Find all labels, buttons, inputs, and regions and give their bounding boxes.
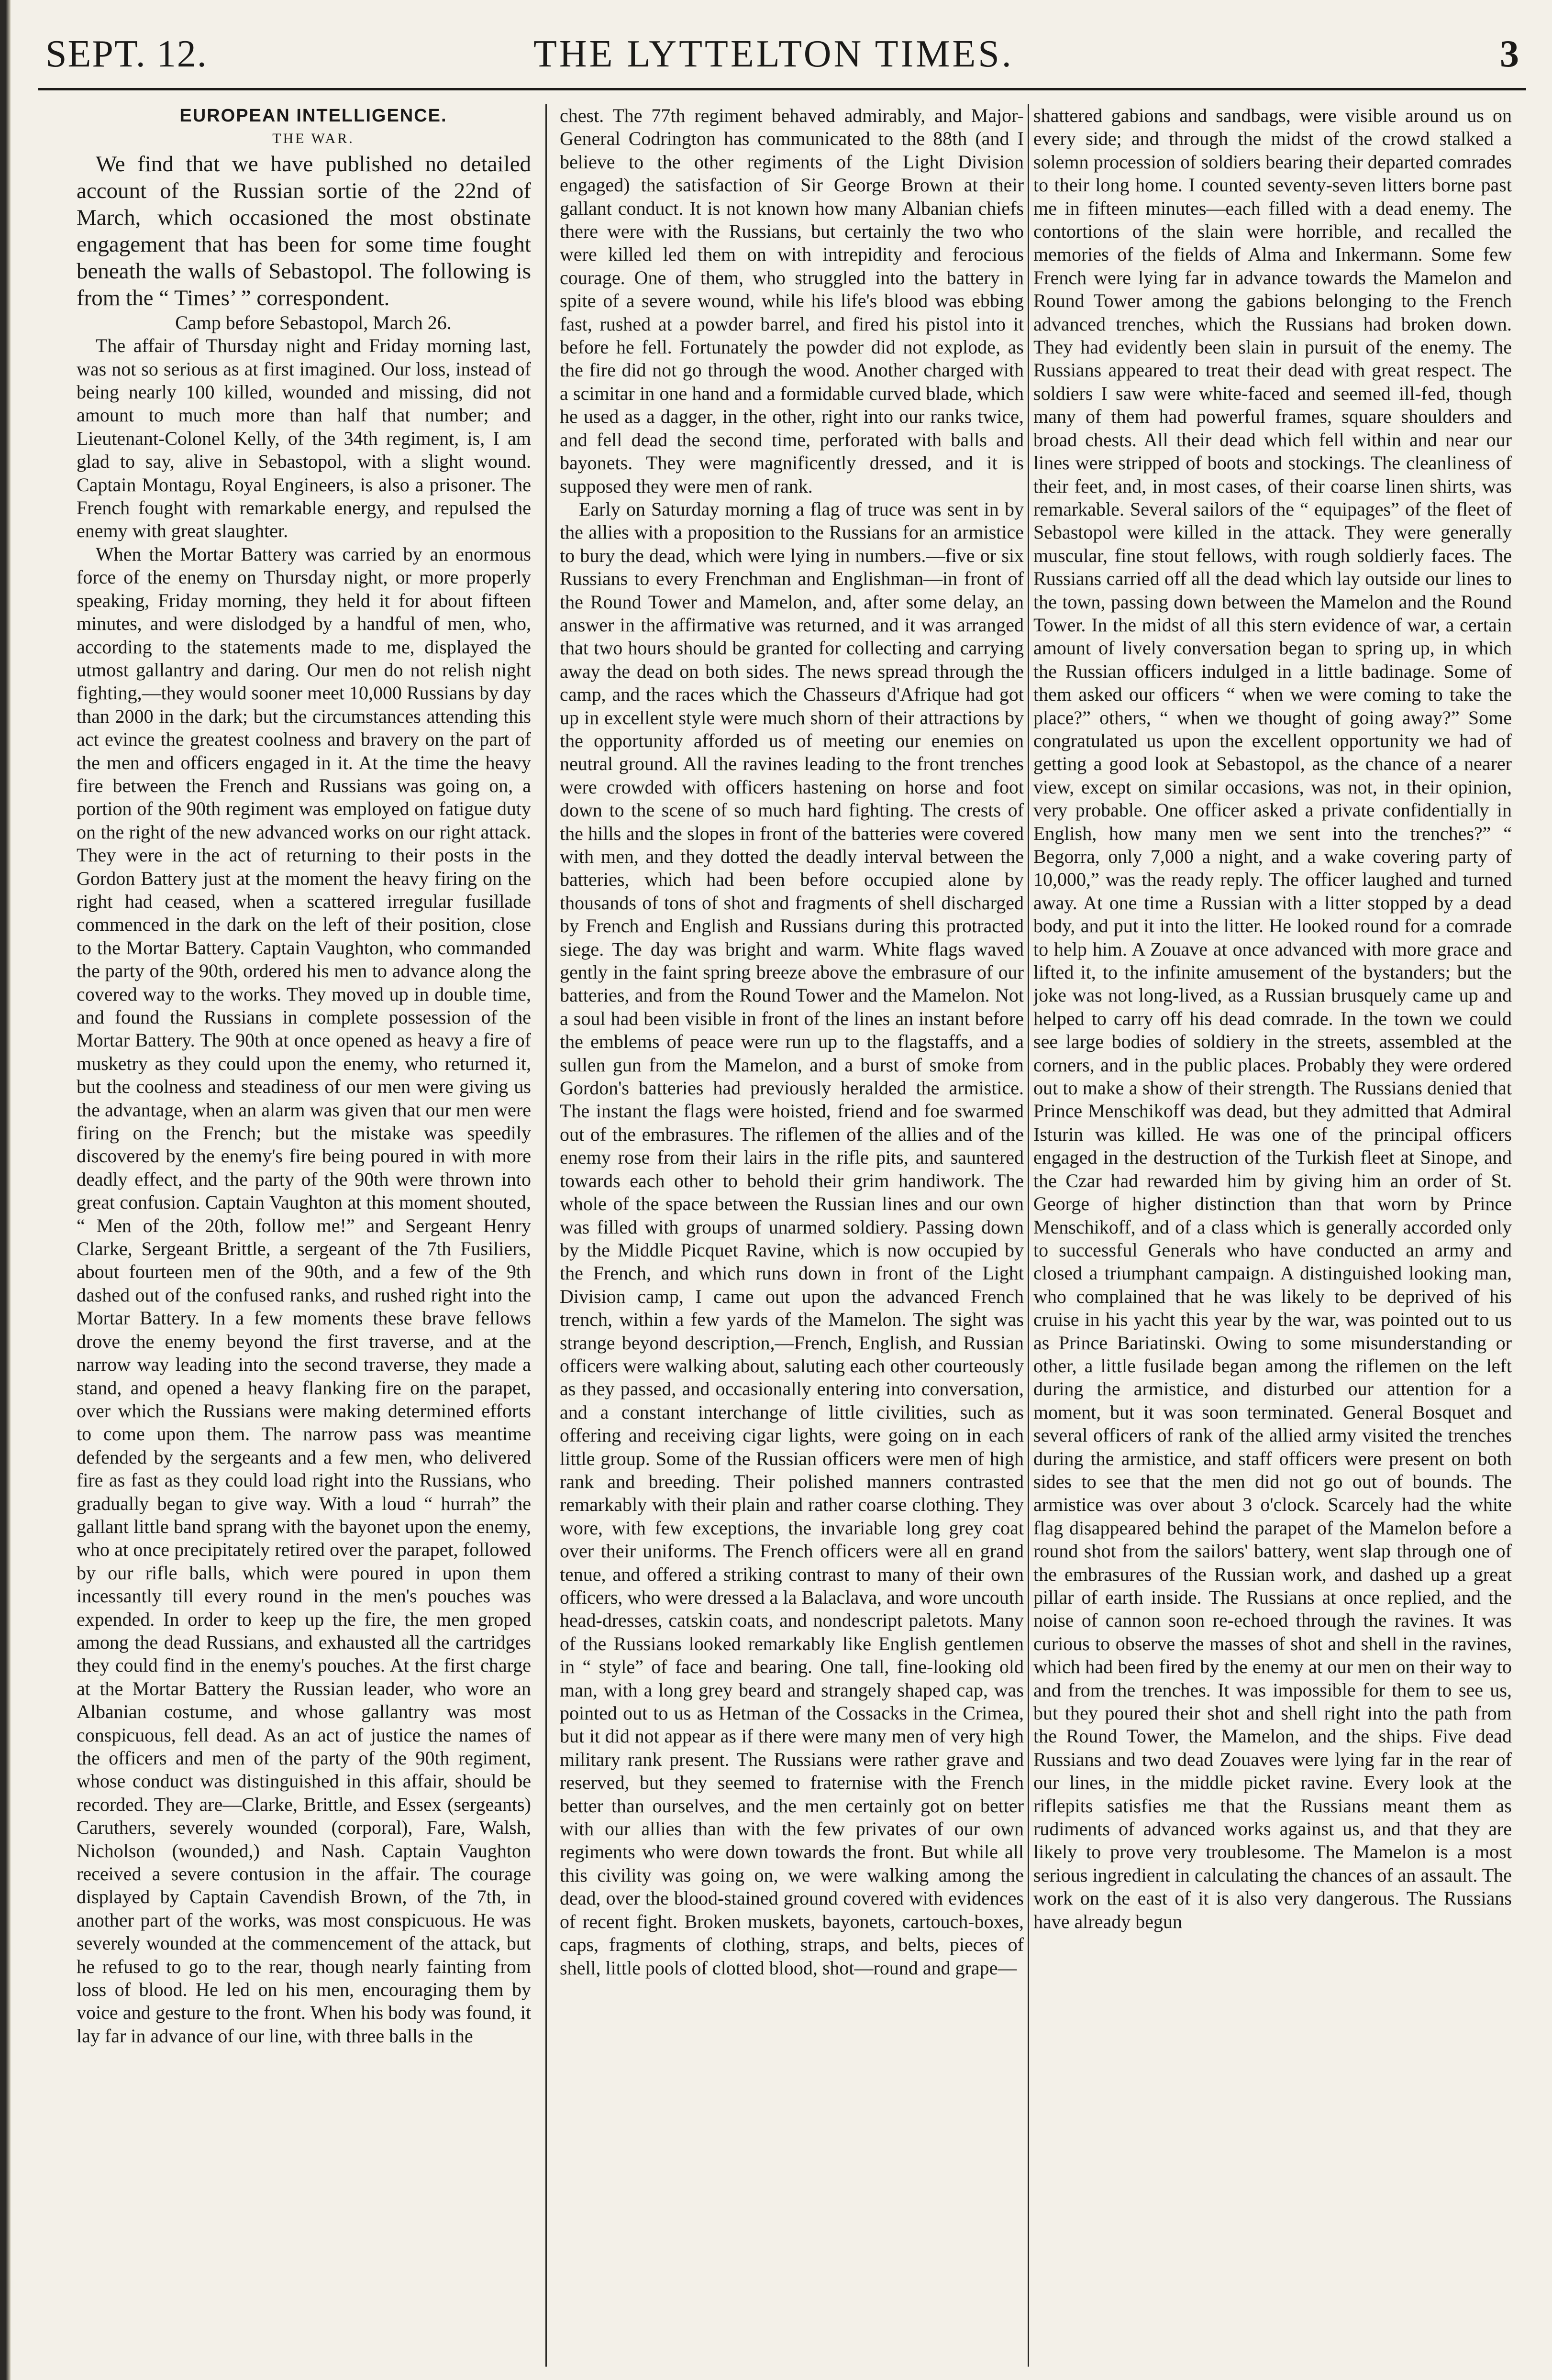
column-3 xyxy=(1033,104,1512,2367)
paragraph: chest. The 77th regiment behaved admirably, and Major-General Codrington has communicated to the 88th (and I believe to the other regiments of the Light Division engaged) the satisfaction of Sir George Brown at their gallant conduct. It is not known how many Albanian chiefs there were with the Russians, but certainly the two who were killed led them on with intrepidity and ferocious courage. One of them, who struggled into the battery in spite of a severe wound, while his life's blood was ebbing fast, rushed at a powder barrel, and fired his pistol into it before he fell. Fortunately the powder did not explode, as the fire did not go through the wood. Another charged with a scimitar in one hand and a formidable curved blade, which he used as a dagger, in the other, right into our ranks twice, and fell dead the second time, perforated with balls and bayonets. They were magnificently dressed, and it is supposed they were men of rank. xyxy=(560,105,1024,497)
paragraph: When the Mortar Battery was carried by an enormous force of the enemy on Thursday night, or more properly speaking, Friday morning, they held it for about fifteen minutes, and were dislodged by a handful of men, who, according to the statements made to me, displayed the utmost gallantry and daring. Our men do not relish night fighting,—they would sooner meet 10,000 Russians by day than 2000 in the dark; but the circumstances attending this act evince the greatest coolness and bravery on the part of the men and officers engaged in it. At the time the heavy fire between the French and Russians was going on, a portion of the 90th regiment was employed on fatigue duty on the right of the new advanced works on our right attack. They were in the act of returning to their posts in the Gordon Battery just at the moment the heavy firing on the right had ceased, when a scattered irregular fusillade commenced in the dark on the left of their position, close to the Mortar Battery. Captain Vaughton, who commanded the party of the 90th, ordered his men to advance along the covered way to the works. They moved up in double time, and found the Russians in complete possession of the Mortar Battery. The 90th at once opened as heavy a fire of musketry as they could upon the enemy, who returned it, but the coolness and steadiness of our men were giving us the advantage, when an alarm was given that our men were firing on the French; but the mistake was speedily discovered by the enemy's fire being poured in with more deadly effect, and the party of the 90th were thrown into great confusion. Captain Vaughton at this moment shouted, “ Men of the 20th, follow me!” and Sergeant Henry Clarke, Sergeant Brittle, a sergeant of the 7th Fusiliers, about fourteen men of the 90th, and a few of the 9th dashed out of the confused ranks, and rushed right into the Mortar Battery. In a few moments these brave fellows drove the enemy beyond the first traverse, and at the narrow way leading into the second traverse, they made a stand, and opened a heavy flanking fire on the parapet, over which the Russians were making determined efforts to come upon them. The narrow pass was meantime defended by the sergeants and a few men, who delivered fire as fast as they could load right into the Russians, who gradually began to give way. With a loud “ hurrah” the gallant little band sprang with the bayonet upon the enemy, who at once precipitately retired over the parapet, followed by our rifle balls, which were poured in upon them incessantly till every round in the men's pouches was expended. In order to keep up the fire, the men groped among the dead Russians, and exhausted all the cartridges they could find in the enemy's pouches. At the first charge at the Mortar Battery the Russian leader, who wore an Albanian costume, and whose gallantry was most conspicuous, fell dead. As an act of justice the names of the officers and men of the party of the 90th regiment, whose conduct was distinguished in this affair, should be recorded. They are—Clarke, Brittle, and Essex (sergeants) Caruthers, severely wounded (corporal), Fare, Walsh, Nicholson (wounded,) and Nash. Captain Vaughton received a severe contusion in the affair. The courage displayed by Captain Cavendish Brown, of the 7th, in another part of the works, was most conspicuous. He was severely wounded at the commencement of the attack, but he refused to go to the rear, though nearly fainting from loss of blood. He led on his men, encouraging them by voice and gesture to the front. When his body was found, it lay far in advance of our line, with three balls in the xyxy=(77,543,531,2047)
article-dateline: Camp before Sebastopol, March 26. xyxy=(175,311,452,333)
section-heading: EUROPEAN INTELLIGENCE. xyxy=(179,106,447,126)
column-1 xyxy=(77,104,531,2367)
page-binding-edge xyxy=(0,0,11,2380)
issue-date: SEPT. 12. xyxy=(45,33,208,75)
article-intro: We find that we have published no detailed account of the Russian sortie of the 22nd of March, which occasioned the most obstinate engagement that has been for some time fought beneath the walls of Sebastopol. The following is from the “ Times’ ” correspondent. xyxy=(77,151,531,310)
masthead xyxy=(26,9,1543,80)
column-2 xyxy=(560,104,1024,2367)
column-divider xyxy=(545,104,547,2367)
masthead-rule xyxy=(38,88,1526,90)
paragraph: shattered gabions and sandbags, were visible around us on every side; and through the midst of the crowd stalked a solemn procession of soldiers bearing their departed comrades to their long home. I counted seventy-seven litters borne past me in fifteen minutes—each filled with a dead enemy. The contortions of the slain were horrible, and recalled the memories of the fields of Alma and Inkermann. Some few French were lying far in advance towards the Mamelon and Round Tower among the gabions belonging to the French advanced trenches, which the Russians had broken down. They had evidently been slain in pursuit of the enemy. The Russians appeared to treat their dead with great respect. The soldiers I saw were white-faced and seemed ill-fed, though many of them had powerful frames, square shoulders and broad chests. All their dead which fell within and near our lines were stripped of boots and stockings. The cleanliness of their feet, and, in most cases, of their coarse linen shirts, was remarkable. Several sailors of the “ equipages” of the fleet of Sebastopol were killed in the attack. They were generally muscular, fine stout fellows, with rough soldierly faces. The Russians carried off all the dead which lay outside our lines to the town, passing down between the Mamelon and the Round Tower. In the midst of all this stern evidence of war, a certain amount of lively conversation began to spring up, in which the Russian officers indulged in a little badinage. Some of them asked our officers “ when we were coming to take the place?” others, “ when we thought of going away?” Some congratulated us upon the excellent opportunity we had of getting a good look at Sebastopol, as the chance of a nearer view, except on similar occasions, was not, in their opinion, very probable. One officer asked a private confidentially in English, how many men we sent into the trenches?” “ Begorra, only 7,000 a night, and a wake covering party of 10,000,” was the ready reply. The officer laughed and turned away. At one time a Russian with a litter stopped by a dead body, and put it into the litter. He looked round for a comrade to help him. A Zouave at once advanced with more grace and lifted it, to the infinite amusement of the bystanders; but the joke was not long-lived, as a Russian brusquely came up and helped to carry off his dead comrade. In the town we could see large bodies of soldiery in the streets, assembled at the corners, and in the public places. Probably they were ordered out to make a show of their strength. The Russians denied that Prince Menschikoff was dead, but they admitted that Admiral Isturin was killed. He was one of the principal officers engaged in the destruction of the Turkish fleet at Sinope, and the Czar had rewarded him by giving him an order of St. George of higher distinction than that worn by Prince Menschikoff, and of a class which is generally accorded only to successful Generals who have conducted an army and closed a triumphant campaign. A distinguished looking man, who complained that he was likely to be deprived of his cruise in his yacht this year by the war, was pointed out to us as Prince Bariatinski. Owing to some misunderstanding or other, a little fusilade began among the riflemen on the left during the armistice, and disturbed our attention for a moment, but it was soon terminated. General Bosquet and several officers of rank of the allied army visited the trenches during the armistice, and staff officers were present on both sides to see that the men did not go out of bounds. The armistice was over about 3 o'clock. Scarcely had the white flag disappeared behind the parapet of the Mamelon before a round shot from the sailors' battery, went slap through one of the embrasures of the Russian work, and dashed up a great pillar of earth inside. The Russians at once replied, and the noise of cannon soon re-echoed through the ravines. It was curious to observe the masses of shot and shell in the ravines, which had been fired by the enemy at our men on their way to and from the trenches. It was impossible for them to see us, but they poured their shot and shell right into the path from the Round Tower, the Mamelon, and the ships. Five dead Russians and two dead Zouaves were lying far in the rear of our lines, in the middle picket ravine. Every look at the riflepits satisfies me that the Russians meant them as rudiments of advanced works against us, and that they are likely to prove very troublesome. The Mamelon is a most serious ingredient in calculating the chances of an assault. The work on the east of it is also very dangerous. The Russians have already begun xyxy=(1033,105,1512,1932)
paragraph: The affair of Thursday night and Friday morning last, was not so serious as at first imagined. Our loss, instead of being nearly 100 killed, wounded and missing, did not amount to much more than half that number; and Lieutenant-Colonel Kelly, of the 34th regiment, is, I am glad to say, alive in Sebastopol, with a slight wound. Captain Montagu, Royal Engineers, is also a prisoner. The French fought with remarkable energy, and repulsed the enemy with great slaughter. xyxy=(77,335,531,542)
newspaper-title: THE LYTTELTON TIMES. xyxy=(533,33,1014,75)
page-number: 3 xyxy=(1500,33,1520,75)
column-divider xyxy=(1028,104,1029,2367)
paragraph: Early on Saturday morning a flag of truce was sent in by the allies with a proposition to the Russians for an armistice to bury the dead, which were lying in numbers.—five or six Russians to every Frenchman and Englishman—in front of the Round Tower and Mamelon, and, after some delay, an answer in the affirmative was returned, and it was arranged that two hours should be granted for collecting and carrying away the dead on both sides. The news spread through the camp, and the races which the Chasseurs d'Afrique had got up in excellent style were much shorn of their attractions by the opportunity afforded us of meeting our enemies on neutral ground. All the ravines leading to the front trenches were crowded with officers hastening on horse and foot down to the scene of so much hard fighting. The crests of the hills and the slopes in front of the batteries were covered with men, and they dotted the deadly interval between the batteries, which had been before occupied alone by thousands of tons of shot and fragments of shell discharged by French and English and Russians during this protracted siege. The day was bright and warm. White flags waved gently in the faint spring breeze above the embrasure of our batteries, and from the Round Tower and the Mamelon. Not a soul had been visible in front of the lines an instant before the emblems of peace were run up to the flagstaffs, and a sullen gun from the Mamelon, and a burst of smoke from Gordon's batteries had previously heralded the armistice. The instant the flags were hoisted, friend and foe swarmed out of the embrasures. The riflemen of the allies and of the enemy rose from their lairs in the rifle pits, and sauntered towards each other to behold their grim handiwork. The whole of the space between the Russian lines and our own was filled with groups of unarmed soldiery. Passing down by the Middle Picquet Ravine, which is now occupied by the French, and which runs down in front of the Light Division camp, I came out upon the advanced French trench, within a few yards of the Mamelon. The sight was strange beyond description,—French, English, and Russian officers were walking about, saluting each other courteously as they passed, and occasionally entering into conversation, and a constant interchange of little civilities, such as offering and receiving cigar lights, were going on in each little group. Some of the Russian officers were men of high rank and breeding. Their polished manners contrasted remarkably with their plain and rather coarse clothing. They wore, with few exceptions, the invariable long grey coat over their uniforms. The French officers were all en grand tenue, and offered a striking contrast to many of their own officers, who were dressed a la Balaclava, and wore uncouth head-dresses, catskin coats, and nondescript paletots. Many of the Russians looked remarkably like English gentlemen in “ style” of face and bearing. One tall, fine-looking old man, with a long grey beard and strangely shaped cap, was pointed out to us as Hetman of the Cossacks in the Crimea, but it did not appear as if there were many men of very high military rank present. The Russians were rather grave and reserved, but they seemed to fraternise with the French better than ourselves, and the men certainly got on better with our allies than with the few privates of our own regiments who were down towards the front. But while all this civility was going on, we were walking among the dead, over the blood-stained ground covered with evidences of recent fight. Broken muskets, bayonets, cartouch-boxes, caps, fragments of clothing, straps, and belts, pieces of shell, little pools of clotted blood, shot—round and grape— xyxy=(560,498,1024,1979)
article-subheading: THE WAR. xyxy=(272,131,355,147)
